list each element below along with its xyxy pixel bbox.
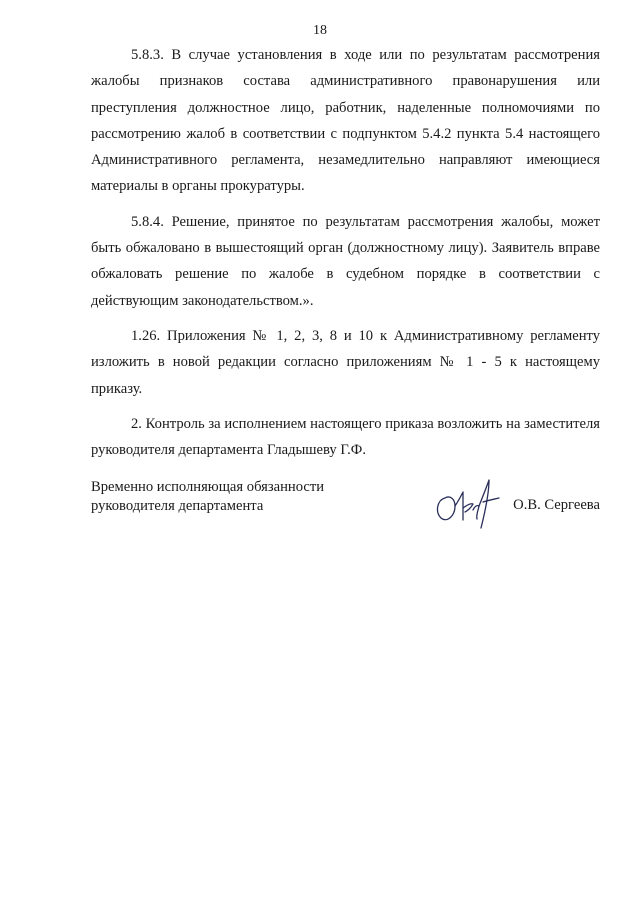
paragraph-5-8-3: 5.8.3. В случае установления в ходе или по результатам рассмотрения жалобы признаков состава административного правонарушения или преступления должностное лицо, работник, наделенные полномочиями по рассмотрению жалоб в соответствии с подпунктом 5.4.2 пункта 5.4 настоящего Административного регламента, незамедлительно направляют имеющиеся материалы в органы прокуратуры. <box>91 47 600 195</box>
signature-block <box>91 472 600 542</box>
body-text <box>91 42 600 472</box>
signer-title <box>91 478 381 516</box>
paragraph-5-8-4: 5.8.4. Решение, принятое по результатам рассмотрения жалобы, может быть обжаловано в вышестоящий орган (должностному лицу). Заявитель вправе обжаловать решение по жалобе в судебном порядке в соответствии с действующим законодательством.». <box>91 213 600 309</box>
paragraph-1-26: 1.26. Приложения № 1, 2, 3, 8 и 10 к Административному регламенту изложить в новой редакции согласно приложениям № 1 - 5 к настоящему приказу. <box>91 327 600 397</box>
signature-icon <box>431 472 503 532</box>
signer-name: О.В. Сергеева <box>513 497 600 513</box>
page-number: 18 <box>313 23 327 38</box>
signer-title-line-1: Временно исполняющая обязанности <box>91 479 325 495</box>
paragraph-2: 2. Контроль за исполнением настоящего приказа возложить на заместителя руководителя департамента Гладышеву Г.Ф. <box>91 415 600 459</box>
signer-title-line-2: руководителя департамента <box>91 498 264 514</box>
